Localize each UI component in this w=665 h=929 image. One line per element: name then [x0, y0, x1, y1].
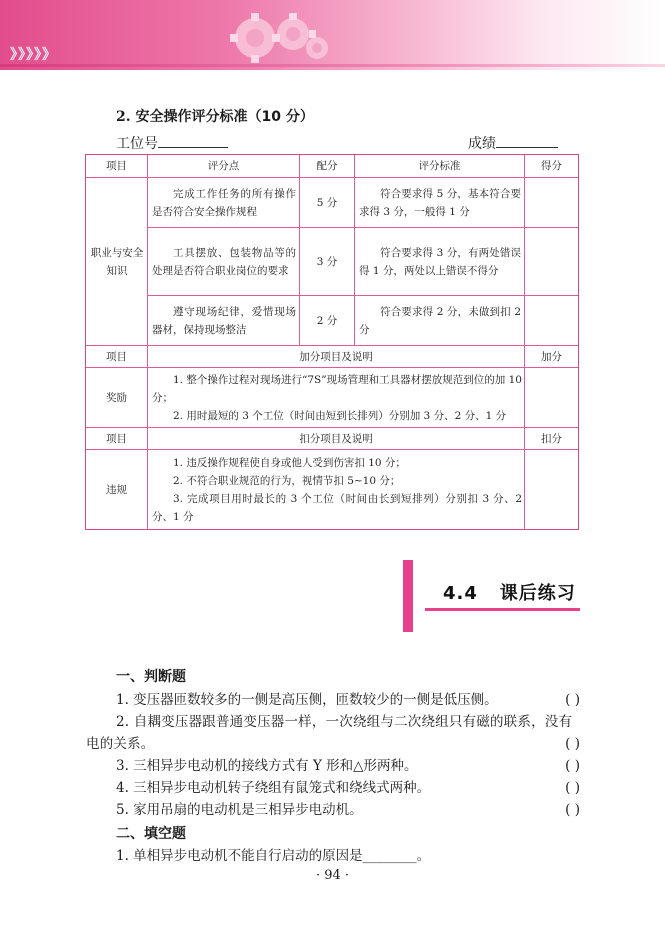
bonus-header-desc: 加分项目及说明: [299, 350, 373, 363]
list-item: 4. 三相异步电动机转子绕组有鼠笼式和绕线式两种。 ( ): [86, 777, 580, 799]
grade-field: 成绩: [468, 133, 558, 153]
list-item: 1. 单相异步电动机不能自行启动的原因是________。: [116, 848, 431, 864]
table-header-standard: 评分标准: [418, 160, 461, 172]
penalty-header-points: 扣分: [541, 432, 562, 445]
score-cell: 3 分: [316, 255, 338, 268]
penalty-description: 1. 违反操作规程使自身或他人受到伤害扣 10 分； 2. 不符合职业规范的行为，视情节扣 5~10 分； 3. 完成项目用时最长的 3 个工位（时间由长到短排列）分别扣 3 分、2 分、1 分: [152, 456, 522, 523]
list-item: 5. 家用吊扇的电动机是三相异步电动机。 ( ): [86, 799, 580, 821]
standard-cell: 符合要求得 3 分，有两处错误得 1 分，两处以上错误不得分: [359, 246, 521, 277]
list-item: 1. 变压器匝数较多的一侧是高压侧，匝数较少的一侧是低压侧。 ( ): [86, 689, 580, 711]
section-accent-bar: [403, 560, 413, 632]
judge-heading: 一、判断题: [116, 669, 186, 685]
answer-blank: ( ): [565, 692, 580, 708]
list-item: 2. 自耦变压器跟普通变压器一样，一次绕组与二次绕组只有磁的联系，没有电的关系。 ( ): [86, 711, 580, 755]
category-label: 职业与安全知识: [90, 246, 144, 277]
answer-blank: ( ): [565, 780, 580, 796]
page-header-banner: [0, 0, 665, 70]
answer-blank: ( ): [565, 736, 580, 752]
page-number: · 94 ·: [315, 868, 350, 883]
list-item: 3. 三相异步电动机的接线方式有 Y 形和△形两种。 ( ): [86, 755, 580, 777]
table-header-point: 评分点: [207, 160, 240, 172]
gears-icon: [215, 8, 335, 68]
grade-blank: [496, 133, 558, 148]
section-heading: 2. 安全操作评分标准（10 分）: [116, 109, 314, 125]
header-rule: [0, 64, 665, 67]
table-row: 工具摆放、包装物品等的处理是否符合职业岗位的要求: [152, 246, 296, 277]
table-header-item: 项目: [106, 160, 127, 172]
table-header-score: 配分: [316, 160, 338, 172]
bonus-header-item: 项目: [106, 350, 127, 363]
penalty-header-desc: 扣分项目及说明: [299, 432, 373, 445]
table-row: 遵守现场纪律，爱惜现场器材，保持现场整洁: [152, 305, 296, 336]
penalty-header-item: 项目: [106, 432, 127, 445]
standard-cell: 符合要求得 2 分，未做到扣 2 分: [359, 305, 521, 336]
answer-blank: ( ): [565, 758, 580, 774]
section-title: 4.4 课后练习: [443, 583, 576, 604]
station-id-field: 工位号: [116, 133, 228, 153]
scoring-table: [85, 154, 579, 530]
table-row: 完成工作任务的所有操作是否符合安全操作规程: [152, 187, 296, 218]
bonus-header-points: 加分: [541, 350, 562, 363]
bonus-description: 1. 整个操作过程对现场进行“7S”现场管理和工具器材摆放规范到位的加 10 分； 2. 用时最短的 3 个工位（时间由短到长排列）分别加 3 分、2 分、1 分: [152, 373, 522, 422]
score-cell: 5 分: [316, 196, 338, 209]
fill-heading: 二、填空题: [116, 826, 186, 842]
station-id-blank: [158, 133, 228, 148]
section-title-underline: [425, 608, 580, 611]
score-cell: 2 分: [316, 314, 338, 327]
answer-blank: ( ): [565, 802, 580, 818]
bonus-label: 奖励: [106, 391, 127, 404]
table-header-got: 得分: [541, 160, 562, 172]
penalty-label: 违规: [106, 483, 127, 496]
chevron-decoration: 》》》》》: [10, 47, 57, 63]
standard-cell: 符合要求得 5 分，基本符合要求得 3 分，一般得 1 分: [359, 187, 521, 218]
